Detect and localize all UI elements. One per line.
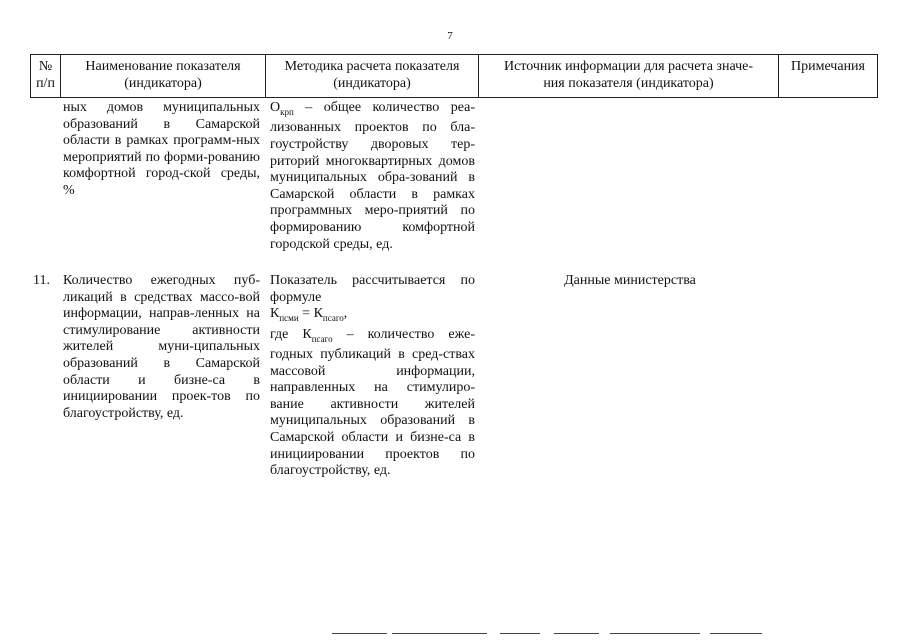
- header-note: Примечания: [790, 59, 865, 74]
- formula-eq: = К: [298, 306, 323, 322]
- page-number: 7: [447, 30, 453, 42]
- where-sub: псаго: [311, 333, 333, 344]
- method-symbol-sub: крп: [280, 106, 294, 117]
- method-description: – общее количество реа-лизованных проектов по бла-гоустройству дворовых тер-риторий многоквартирных домов муниципальных обра-зований в Самарской области в рамках программных меро-приятий по формированию комфортной городской среды, ед.: [270, 100, 475, 252]
- method-symbol: О: [270, 100, 281, 115]
- footer-rule: [332, 633, 762, 635]
- row-11-method: [270, 273, 475, 480]
- where-prefix: где К: [270, 326, 312, 342]
- formula-sub1: псми: [279, 312, 299, 323]
- header-number: № п/п: [31, 55, 61, 97]
- row-11-source: Данные министерства: [564, 273, 696, 288]
- formula-sub2: псаго: [322, 312, 344, 323]
- header-method: Методика расчета показателя (индикатора): [266, 55, 479, 97]
- formula-end: ,: [343, 306, 348, 322]
- row-11-name: Количество ежегодных пуб-ликаций в средствах массо-вой информации, направ-ленных на стимулирование активности жителей муни-ципальных образований в Самарской области и бизне-са в инициировании проек-тов по благоустройству, ед.: [63, 273, 260, 421]
- row-11-number: 11.: [33, 273, 50, 288]
- header-source: Источник информации для расчета значе- ния показателя (индикатора): [479, 55, 779, 97]
- table-header: [30, 54, 878, 98]
- row-11-method-intro: Показатель рассчитывается по формуле: [270, 273, 475, 305]
- row-11-formula: [270, 306, 347, 321]
- header-name: Наименование показателя (индикатора): [61, 55, 266, 97]
- continuation-method: [270, 100, 475, 253]
- continuation-name: ных домов муниципальных образований в Самарской области в рамках программ-ных мероприятий по форми-рованию комфортной город-ской среды, %: [63, 100, 260, 198]
- where-text: – количество еже-годных публикаций в сред-ствах массовой информации, направленных на стимулиро-вание активности жителей муниципальных образований в Самарской области и бизне-са в инициировании проектов по благоустройству, ед.: [270, 326, 475, 479]
- formula-k1: К: [270, 306, 280, 322]
